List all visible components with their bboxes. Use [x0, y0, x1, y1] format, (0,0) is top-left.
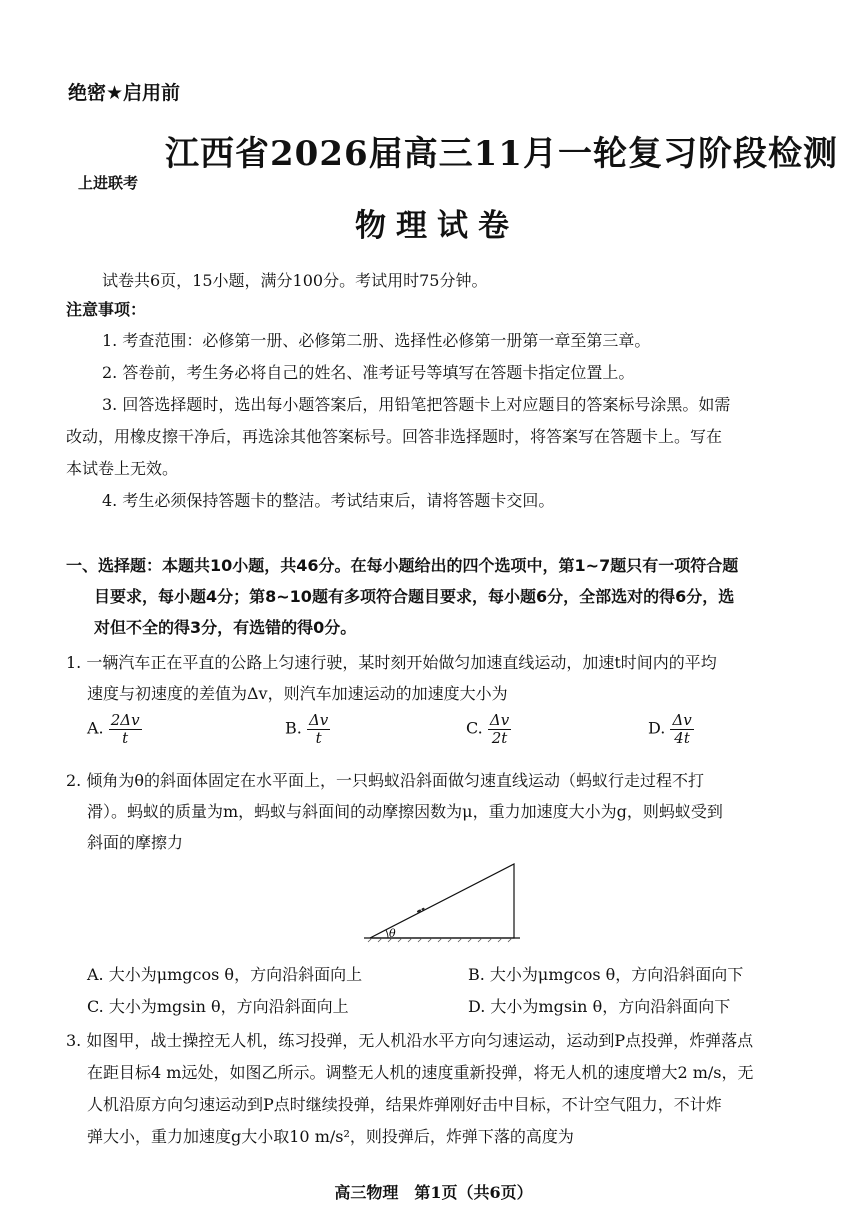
q3-stem-cont: 在距目标4 m远处，如图乙所示。调整无人机的速度重新投弹，将无人机的速度增大2 m/s，无 — [87, 1063, 754, 1082]
q3-stem: 3. 如图甲，战士操控无人机，练习投弹，无人机沿水平方向匀速运动，运动到P点投弹，炸弹落点 — [66, 1031, 754, 1050]
angle-arc — [386, 930, 388, 938]
q1-option-d — [648, 712, 694, 746]
notice-item: 4. 考生必须保持答题卡的整洁。考试结束后，请将答题卡交回。 — [102, 491, 555, 510]
section-header: 一、选择题：本题共10小题，共46分。在每小题给出的四个选项中，第1~7题只有一项符合题 — [66, 556, 739, 575]
q3-stem-cont: 人机沿原方向匀速运动到P点时继续投弹，结果炸弹刚好击中目标，不计空气阻力，不计炸 — [87, 1095, 722, 1114]
q2-option-d: D. 大小为mgsin θ，方向沿斜面向下 — [468, 997, 731, 1016]
q2-stem-cont: 滑）。蚂蚁的质量为m，蚂蚁与斜面间的动摩擦因数为μ，重力加速度大小为g，则蚂蚁受到 — [87, 802, 723, 821]
fraction — [488, 712, 511, 746]
numerator: 2Δv — [110, 711, 140, 729]
notice-title: 注意事项： — [66, 300, 147, 319]
q2-option-b: B. 大小为μmgcos θ，方向沿斜面向下 — [468, 965, 744, 984]
exam-intro: 试卷共6页，15小题，满分100分。考试用时75分钟。 — [102, 271, 488, 290]
notice-item: 1. 考查范围：必修第一册、必修第二册、选择性必修第一册第一章至第三章。 — [102, 331, 651, 350]
notice-item-cont: 改动，用橡皮擦干净后，再选涂其他答案标号。回答非选择题时，将答案写在答题卡上。写在 — [66, 427, 723, 446]
exam-title: 江西省2026届高三11月一轮复习阶段检测 — [165, 134, 838, 174]
page-footer: 高三物理 第1页（共6页） — [334, 1183, 533, 1202]
option-label: B. — [285, 718, 302, 738]
fraction — [307, 712, 330, 746]
subject-title: 物理试卷 — [355, 208, 519, 244]
section-header-cont: 对但不全的得3分，有选错的得0分。 — [94, 618, 357, 637]
fraction — [670, 712, 693, 746]
denominator: 4t — [674, 728, 690, 747]
notice-item: 3. 回答选择题时，选出每小题答案后，用铅笔把答题卡上对应题目的答案标号涂黑。如需 — [102, 395, 731, 414]
option-label: A. — [87, 718, 104, 738]
union-label: 上进联考 — [78, 174, 139, 192]
q2-stem: 2. 倾角为θ的斜面体固定在水平面上，一只蚂蚁沿斜面做匀速直线运动（蚂蚁行走过程不打 — [66, 771, 704, 790]
section-header-cont: 目要求，每小题4分；第8~10题有多项符合题目要求，每小题6分，全部选对的得6分，选 — [94, 587, 735, 606]
denominator: t — [315, 728, 322, 747]
notice-item: 2. 答卷前，考生务必将自己的姓名、准考证号等填写在答题卡指定位置上。 — [102, 363, 635, 382]
q1-stem-cont: 速度与初速度的差值为Δv，则汽车加速运动的加速度大小为 — [87, 684, 508, 703]
q1-stem: 1. 一辆汽车正在平直的公路上匀速行驶，某时刻开始做匀加速直线运动，加速t时间内的平均 — [66, 653, 717, 672]
confidential-label: 绝密★启用前 — [68, 82, 181, 104]
notice-item-cont: 本试卷上无效。 — [66, 459, 179, 478]
q3-stem-cont: 弹大小，重力加速度g大小取10 m/s²，则投弹后，炸弹下落的高度为 — [87, 1127, 574, 1146]
theta-label: θ — [389, 927, 396, 940]
q2-stem-cont: 斜面的摩擦力 — [87, 833, 184, 852]
q1-option-c — [466, 712, 511, 746]
numerator: Δv — [672, 711, 692, 729]
q1-option-a — [87, 712, 142, 746]
numerator: Δv — [308, 711, 329, 729]
option-label: C. — [466, 718, 483, 738]
option-label: D. — [648, 718, 666, 738]
denominator: 2t — [491, 728, 508, 747]
q1-option-b — [285, 712, 330, 746]
fraction — [109, 712, 142, 746]
denominator: t — [122, 728, 129, 747]
q2-option-a: A. 大小为μmgcos θ，方向沿斜面向上 — [87, 965, 363, 984]
numerator: Δv — [489, 711, 510, 729]
incline-figure — [364, 858, 524, 948]
q2-option-c: C. 大小为mgsin θ，方向沿斜面向上 — [87, 997, 349, 1016]
